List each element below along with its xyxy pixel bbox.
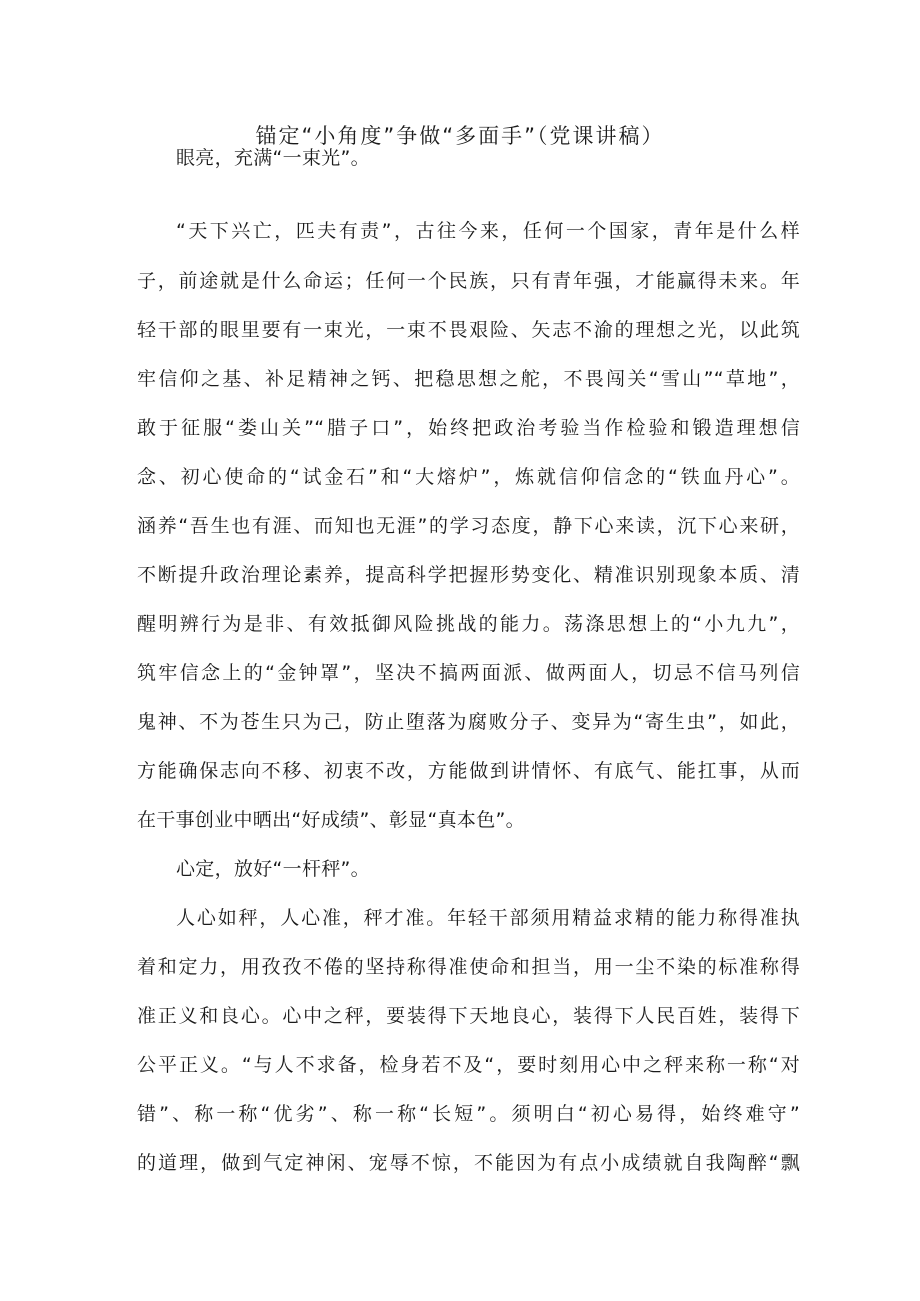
section-heading-eyes: 眼亮，充满“一束光”。 [176,147,370,169]
paragraph-line: 方能确保志向不移、初衷不改，方能做到讲情怀、有底气、能扛事，从而 [137,760,800,782]
paragraph-line: 公平正义。“与人不求备，检身若不及“，要时刻用心中之秤来称一称“对 [137,1054,800,1076]
paragraph-line: 人心如秤，人心准，秤才准。年轻干部须用精益求精的能力称得准执 [176,907,800,929]
paragraph-line: 着和定力，用孜孜不倦的坚持称得准使命和担当，用一尘不染的标准称得 [137,956,800,978]
paragraph-line: 不断提升政治理论素养，提高科学把握形势变化、精准识别现象本质、清 [137,564,800,586]
paragraph-line: 醒明辨行为是非、有效抵御风险挑战的能力。荡涤思想上的“小九九”， [137,613,800,635]
paragraph-line: 鬼神、不为苍生只为己，防止堕落为腐败分子、变异为“寄生虫”，如此， [137,711,800,733]
paragraph-line: 子，前途就是什么命运；任何一个民族，只有青年强，才能赢得未来。年 [137,270,800,292]
paragraph-line: 敢于征服“娄山关”“腊子口”，始终把政治考验当作检验和锻造理想信 [137,417,800,439]
paragraph-line: 错”、称一称“优劣”、称一称“长短”。须明白“初心易得，始终难守” [137,1103,800,1125]
paragraph-line: 牢信仰之基、补足精神之钙、把稳思想之舵，不畏闯关“雪山”“草地”， [137,368,800,390]
paragraph-line: 涵养“吾生也有涯、而知也无涯”的学习态度，静下心来读，沉下心来研， [137,515,800,537]
paragraph-line: “天下兴亡，匹夫有责”，古往今来，任何一个国家，青年是什么样 [176,220,800,242]
paragraph-line: 轻干部的眼里要有一束光，一束不畏艰险、矢志不渝的理想之光，以此筑 [137,319,800,341]
paragraph-line: 的道理，做到气定神闲、宠辱不惊，不能因为有点小成绩就自我陶醉“飘 [137,1152,800,1174]
document-title: 锚定“小角度”争做“多面手”（党课讲稿） [255,124,665,148]
paragraph-line: 筑牢信念上的“金钟罩”，坚决不搞两面派、做两面人，切忌不信马列信 [137,662,800,684]
paragraph-line: 准正义和良心。心中之秤，要装得下天地良心，装得下人民百姓，装得下 [137,1005,800,1027]
paragraph-line: 在干事创业中晒出“好成绩”、彰显“真本色”。 [137,809,525,831]
paragraph-line: 念、初心使命的“试金石”和“大熔炉”，炼就信仰信念的“铁血丹心”。 [137,466,800,488]
section-heading-heart: 心定，放好“一杆秤”。 [176,858,370,880]
